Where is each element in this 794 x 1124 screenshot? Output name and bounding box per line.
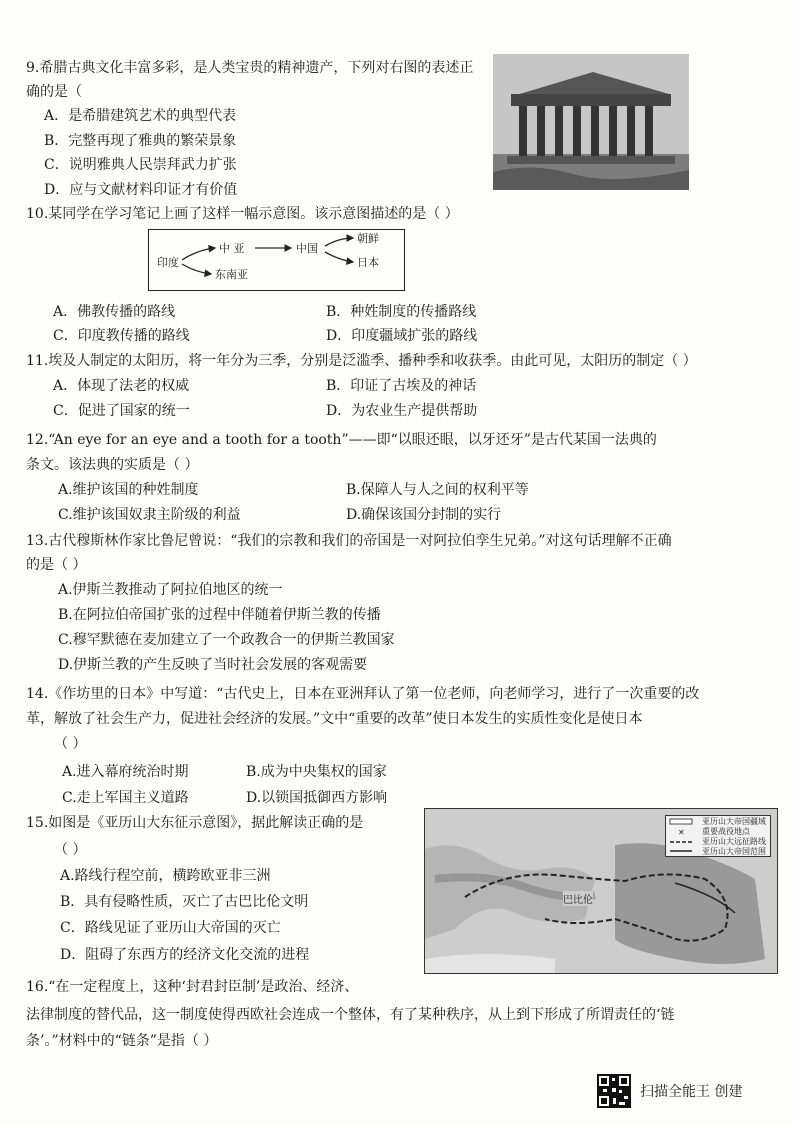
q14-stem-line2: 革，解放了社会生产力，促进社会经济的发展。”文中“重要的改革”使日本发生的实质性变化是使日本	[26, 711, 643, 727]
map-label-babylon: 巴比伦	[563, 891, 593, 906]
q12-stem-line2: 条文。该法典的实质是（ ）	[26, 457, 199, 473]
q13-option-b: B.在阿拉伯帝国扩张的过程中伴随着伊斯兰教的传播	[58, 607, 381, 623]
node-china: 中国	[296, 242, 318, 255]
q13-option-c: C.穆罕默德在麦加建立了一个政教合一的伊斯兰教国家	[58, 632, 395, 648]
q12-option-b: B.保障人与人之间的权利平等	[346, 482, 529, 498]
q15-option-b: B．具有侵略性质，灭亡了古巴比伦文明	[60, 894, 309, 910]
q12-option-c: C.维护该国奴隶主阶级的利益	[58, 507, 241, 523]
q10-option-d: D．印度疆域扩张的路线	[326, 328, 478, 344]
q9-option-c: C．说明雅典人民崇拜武力扩张	[44, 157, 237, 173]
node-korea: 朝鲜	[357, 232, 379, 245]
q10-option-a: A．佛教传播的路线	[53, 304, 176, 320]
legend-item-1: 亚历山大帝国疆域	[702, 817, 766, 826]
q13-option-d: D.伊斯兰教的产生反映了当时社会发展的客观需要	[58, 657, 368, 673]
q14-option-d: D.以锁国抵御西方影响	[246, 790, 388, 806]
node-japan: 日本	[357, 256, 379, 269]
node-southeast-asia: 东南亚	[215, 268, 248, 281]
q15-option-d: D．阻碍了东西方的经济文化交流的进程	[60, 947, 310, 963]
q16-stem-line2: 法律制度的替代品，这一制度使得西欧社会连成一个整体，有了某种秩序，从上到下形成了所谓责任的‘链	[26, 1007, 675, 1023]
q14-option-b: B.成为中央集权的国家	[246, 764, 387, 780]
q14-option-c: C.走上军国主义道路	[62, 790, 189, 806]
q9-option-d: D．应与文献材料印证才有价值	[44, 182, 238, 198]
q14-stem-line3: （ ）	[54, 736, 87, 752]
legend-item-2: 重要战役地点	[702, 827, 750, 836]
q16-stem-line1: 16.“在一定程度上，这种‘封君封臣制’是政治、经济、	[26, 979, 359, 995]
spread-route-diagram	[148, 229, 405, 291]
q12-stem-line1: 12.“An eye for an eye and a tooth for a tooth”——即“以眼还眼，以牙还牙”是古代某国一法典的	[26, 432, 657, 448]
q12-option-a: A.维护该国的种姓制度	[58, 482, 199, 498]
q10-stem: 10.某同学在学习笔记上画了这样一幅示意图。该示意图描述的是（ ）	[26, 206, 459, 222]
q11-option-a: A．体现了法老的权威	[53, 378, 190, 394]
alexander-campaign-map	[424, 808, 778, 974]
q11-stem: 11.埃及人制定的太阳历，将一年分为三季，分别是泛滥季、播种季和收获季。由此可见，太阳历的制定（ ）	[26, 353, 697, 369]
q14-option-a: A.进入幕府统治时期	[62, 764, 189, 780]
q15-stem-line2: （ ）	[54, 842, 87, 858]
qr-code-icon	[597, 1074, 631, 1108]
map-legend	[665, 815, 771, 857]
q9-stem-line2: 确的是（	[26, 84, 82, 100]
q9-option-b: B．完整再现了雅典的繁荣景象	[44, 133, 237, 149]
parthenon-photo	[493, 54, 689, 190]
svg-text:✕: ✕	[678, 828, 685, 837]
q9-stem-line1: 9.希腊古典文化丰富多彩，是人类宝贵的精神遗产，下列对右图的表述正	[26, 60, 474, 76]
q15-stem-line1: 15.如图是《亚历山大东征示意图》，据此解读正确的是	[26, 815, 364, 831]
q16-stem-line3: 条’。”材料中的“链条”是指（ ）	[26, 1033, 218, 1049]
q13-stem-line1: 13.古代穆斯林作家比鲁尼曾说：“我们的宗教和我们的帝国是一对阿拉伯孪生兄弟。”对这句话理解不正确	[26, 533, 672, 549]
scanner-watermark: 扫描全能王 创建	[640, 1084, 743, 1100]
legend-item-4: 亚历山大帝国范围	[702, 847, 766, 856]
q14-stem-line1: 14.《作坊里的日本》中写道：“古代史上，日本在亚洲拜认了第一位老师，向老师学习，进行了一次重要的改	[26, 686, 700, 702]
q10-option-c: C．印度教传播的路线	[53, 328, 190, 344]
q12-option-d: D.确保该国分封制的实行	[346, 507, 502, 523]
q13-stem-line2: 的是（ ）	[26, 557, 87, 573]
node-central-asia: 中 亚	[219, 242, 245, 255]
q13-option-a: A.伊斯兰教推动了阿拉伯地区的统一	[58, 582, 283, 598]
q11-option-c: C．促进了国家的统一	[53, 403, 190, 419]
q15-option-c: C．路线见证了亚历山大帝国的灭亡	[60, 920, 281, 936]
q9-option-a: A．是希腊建筑艺术的典型代表	[44, 108, 237, 124]
legend-item-3: 亚历山大远征路线	[702, 837, 766, 846]
node-india: 印度	[157, 256, 179, 269]
q10-option-b: B．种姓制度的传播路线	[326, 304, 477, 320]
q15-option-a: A.路线行程空前，横跨欧亚非三洲	[60, 868, 271, 884]
q11-option-d: D．为农业生产提供帮助	[326, 403, 478, 419]
q11-option-b: B．印证了古埃及的神话	[326, 378, 477, 394]
